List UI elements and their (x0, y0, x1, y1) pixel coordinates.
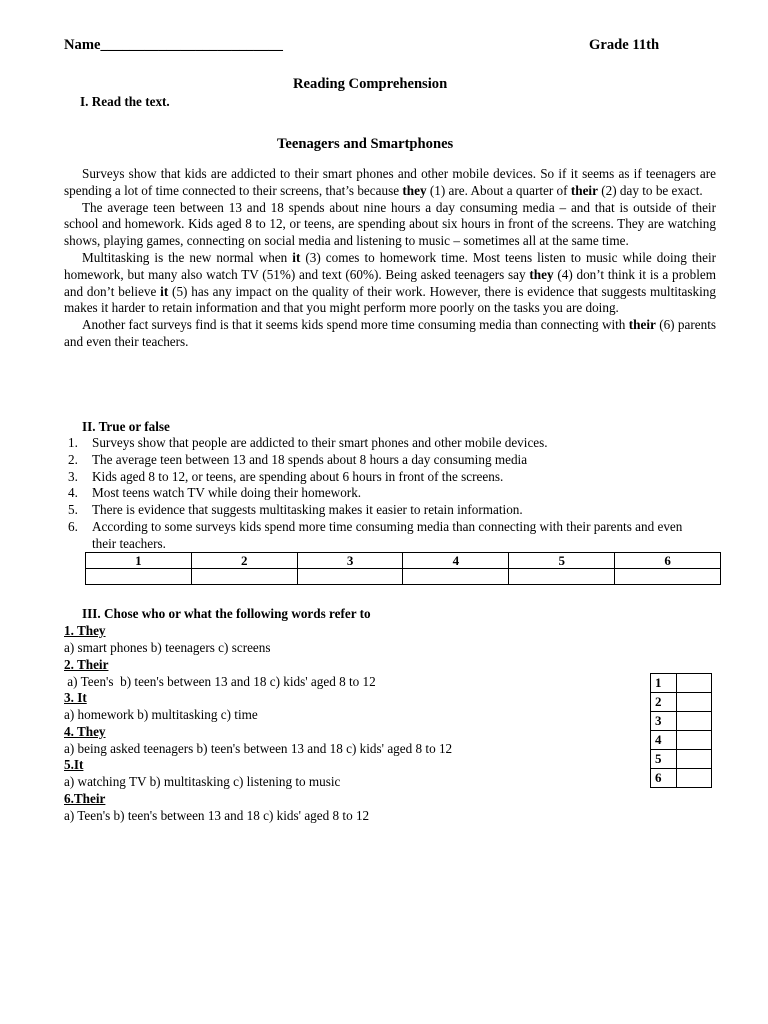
reference-answer-grid (650, 673, 712, 788)
section-2-heading: II. True or false (82, 419, 170, 434)
referent-keyword: they (529, 266, 554, 282)
paragraph-text: Surveys show that kids are addicted to their smart phones and other mobile devices. So if it seems as if teenagers are spending a lot of time connected to their screens, that’s because (64, 166, 716, 198)
reference-options: a) smart phones b) teenagers c) screens (64, 640, 271, 655)
name-field-label: Name_________________________ (64, 37, 283, 53)
article-title: Teenagers and Smartphones (277, 136, 454, 152)
paragraph-text: (5) has any impact on the quality of their work. However, there is evidence that suggests multitasking makes it harder to retain information and that you might perform more poorly on the tasks you are doing. (64, 283, 716, 316)
grid-header-cell: 3 (297, 553, 403, 569)
referent-keyword: they (402, 182, 427, 198)
reference-options: a) Teen's b) teen's between 13 and 18 c) kids' aged 8 to 12 (64, 674, 376, 689)
answer-number: 6 (651, 769, 677, 788)
section-1-heading: I. Read the text. (80, 94, 170, 109)
answer-cell[interactable] (677, 693, 712, 712)
true-false-item: 1. Surveys show that people are addicted to their smart phones and other mobile devices. (68, 435, 548, 450)
grid-header-cell: 6 (615, 553, 721, 569)
reference-word: 1. They (64, 623, 106, 638)
grid-header-cell: 2 (191, 553, 297, 569)
true-false-item: 2. The average teen between 13 and 18 spends about 8 hours a day consuming media (68, 451, 528, 467)
reference-word: 3. It (64, 690, 87, 705)
article-paragraph (64, 200, 716, 250)
reference-word: 2. Their (64, 657, 109, 672)
answer-cell[interactable] (677, 731, 712, 750)
answer-cell[interactable] (677, 750, 712, 769)
referent-keyword: their (628, 317, 656, 333)
article-body (64, 166, 716, 351)
paragraph-text: (4) don’t think it is a problem and don’t believe (64, 266, 716, 299)
true-false-list (64, 435, 704, 553)
article-paragraph (64, 166, 716, 200)
true-false-answer-grid (85, 552, 721, 585)
true-false-item: 3. Kids aged 8 to 12, or teens, are spending about 6 hours in front of the screens. (68, 468, 504, 484)
article-paragraph (64, 250, 716, 317)
answer-cell[interactable] (677, 674, 712, 693)
paragraph-text: (6) parents and even their teachers. (64, 317, 716, 349)
worksheet-title: Reading Comprehension (293, 76, 448, 92)
answer-number: 4 (651, 731, 677, 750)
grade-label: Grade 11th (589, 37, 660, 53)
reference-word: 5.It (64, 757, 84, 772)
grid-answer-cell[interactable] (191, 569, 297, 585)
paragraph-text: The average teen between 13 and 18 spends about nine hours a day consuming media – and that is outside of their school and homework. Kids aged 8 to 12, or teens, are spending about six hours in front of the screens. They are watching shows, playing games, connecting on social media and listening to music – sometimes all at the same time. (64, 199, 716, 249)
answer-number: 1 (651, 674, 677, 693)
reference-word: 6.Their (64, 791, 106, 806)
answer-cell[interactable] (677, 712, 712, 731)
grid-header-cell: 1 (86, 553, 192, 569)
article-paragraph (64, 317, 716, 351)
true-false-item: 6. According to some surveys kids spend more time consuming media than connecting with their parents and even their teachers. (68, 518, 683, 551)
reference-options: a) watching TV b) multitasking c) listening to music (64, 774, 341, 789)
reference-options: a) Teen's b) teen's between 13 and 18 c) kids' aged 8 to 12 (64, 808, 370, 823)
true-false-item: 5. There is evidence that suggests multitasking makes it easier to retain information. (68, 502, 523, 518)
paragraph-text: Multitasking is the new normal when (82, 249, 293, 265)
paragraph-text: Another fact surveys find is that it seems kids spend more time consuming media than connecting with (82, 317, 629, 333)
section-3-heading: III. Chose who or what the following words refer to (82, 606, 371, 621)
grid-answer-cell[interactable] (403, 569, 509, 585)
grid-answer-cell[interactable] (509, 569, 615, 585)
grid-answer-cell[interactable] (615, 569, 721, 585)
reference-word: 4. They (64, 724, 106, 739)
answer-number: 5 (651, 750, 677, 769)
answer-cell[interactable] (677, 769, 712, 788)
referent-keyword: it (160, 283, 169, 299)
paragraph-text: (3) comes to homework time. Most teens listen to music while doing their homework, but many also watch TV (51%) and text (60%). Being asked teenagers say (64, 249, 716, 282)
referent-keyword: their (570, 182, 598, 198)
reference-options: a) being asked teenagers b) teen's between 13 and 18 c) kids' aged 8 to 12 (64, 741, 453, 756)
grid-header-cell: 5 (509, 553, 615, 569)
paragraph-text: (2) day to be exact. (597, 182, 703, 198)
true-false-item: 4. Most teens watch TV while doing their homework. (68, 485, 362, 501)
reference-options: a) homework b) multitasking c) time (64, 707, 258, 722)
answer-number: 2 (651, 693, 677, 712)
grid-answer-cell[interactable] (86, 569, 192, 585)
paragraph-text: (1) are. About a quarter of (426, 182, 571, 198)
grid-header-cell: 4 (403, 553, 509, 569)
referent-keyword: it (292, 249, 301, 265)
answer-number: 3 (651, 712, 677, 731)
grid-answer-cell[interactable] (297, 569, 403, 585)
